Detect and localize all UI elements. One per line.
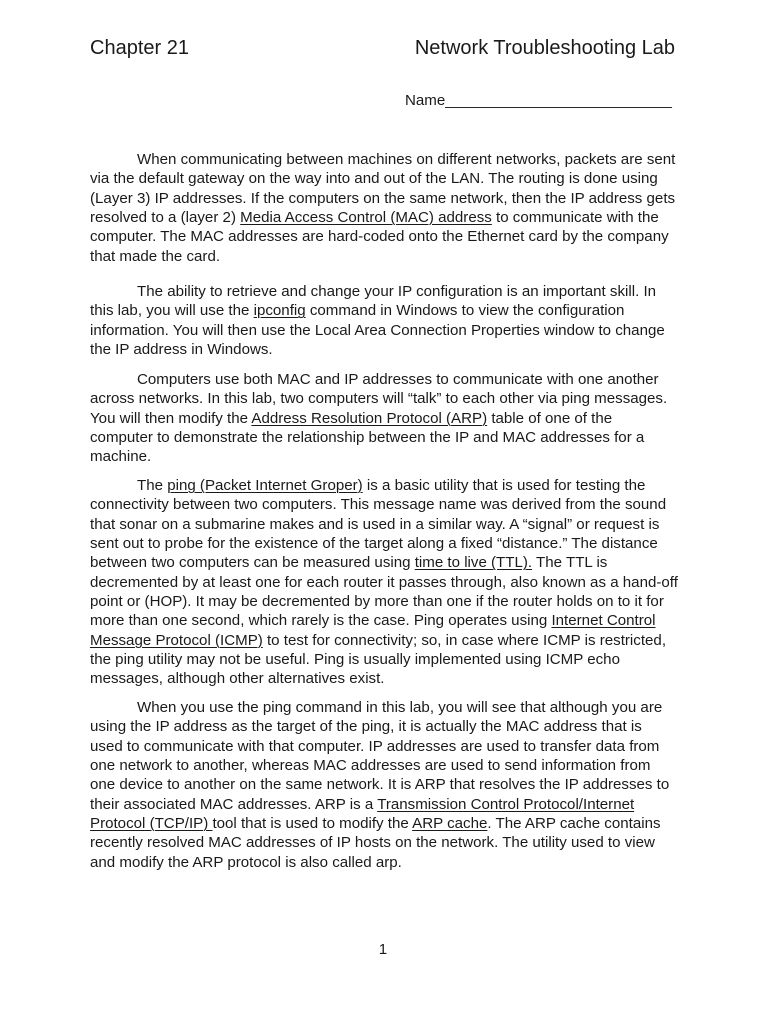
text-run: to communicate with the bbox=[491, 209, 659, 227]
paragraph-arp bbox=[90, 698, 690, 872]
text-line bbox=[90, 853, 690, 872]
text-run: via the default gateway on the way into and out of the LAN. The routing is done using bbox=[90, 170, 658, 188]
text-run: The bbox=[137, 477, 168, 494]
name-blank-line: ___________________________ bbox=[445, 92, 672, 109]
text-line bbox=[90, 592, 690, 611]
text-run: used to communicate with that computer. IP addresses are used to transfer data from bbox=[90, 737, 660, 755]
text-run: is a basic utility that is used for testing the bbox=[362, 477, 646, 494]
underlined-term: Message Protocol (ICMP) bbox=[90, 631, 263, 649]
chapter-heading: Chapter 21 bbox=[90, 37, 189, 59]
page-number: 1 bbox=[378, 941, 388, 958]
text-line bbox=[90, 814, 690, 833]
text-line bbox=[90, 301, 690, 320]
text-run: sent out to probe for the existence of the target along a fixed “distance.” The distance bbox=[90, 535, 658, 553]
text-line bbox=[90, 428, 690, 447]
text-run: When you use the ping command in this lab, you will see that although you are bbox=[137, 699, 663, 716]
text-run: decremented by at least one for each router it passes through, also known as a hand-off bbox=[90, 573, 678, 591]
text-run: command in Windows to view the configuration bbox=[305, 302, 625, 320]
text-run: (Layer 3) IP addresses. If the computers on the same network, then the IP address gets bbox=[90, 189, 676, 207]
text-run: that sonar on a submarine makes and is used in a similar way. A “signal” or request is bbox=[90, 515, 660, 533]
text-line bbox=[90, 717, 690, 736]
underlined-term: Address Resolution Protocol (ARP) bbox=[251, 409, 488, 427]
paragraph-default-gateway bbox=[90, 150, 690, 266]
text-run: that made the card. bbox=[90, 247, 221, 265]
underlined-term: Media Access Control (MAC) address bbox=[240, 209, 492, 227]
text-run: When communicating between machines on different networks, packets are sent bbox=[137, 151, 676, 168]
text-line bbox=[90, 208, 690, 227]
text-run: and modify the ARP protocol is also called arp. bbox=[90, 853, 402, 871]
text-line bbox=[90, 775, 690, 794]
text-run: one device to another on the same network. It is ARP that resolves the IP addresses to bbox=[90, 776, 670, 794]
text-line bbox=[90, 495, 690, 514]
paragraph-mac-and-ip bbox=[90, 370, 690, 467]
name-label: Name bbox=[405, 92, 446, 109]
text-run: point or (HOP). It may be decremented by more than one if the router holds on to it for bbox=[90, 593, 664, 611]
text-run: You will then modify the bbox=[90, 409, 252, 427]
text-run: more than one second, which rarely is the case. Ping operates using bbox=[90, 612, 552, 630]
text-run: using the IP address as the target of the ping, it is actually the MAC address that is bbox=[90, 718, 642, 736]
text-run: messages, although other alternatives exist. bbox=[90, 670, 385, 688]
text-run: one network to another, whereas MAC addresses are used to send information from bbox=[90, 757, 651, 775]
paragraph-ping bbox=[90, 476, 690, 689]
text-line bbox=[90, 169, 690, 188]
text-run: their associated MAC addresses. ARP is a bbox=[90, 795, 378, 813]
text-line bbox=[90, 756, 690, 775]
text-line bbox=[90, 321, 690, 340]
text-line bbox=[90, 476, 690, 495]
underlined-term: Transmission Control Protocol/Internet bbox=[377, 795, 635, 813]
underlined-term: ipconfig bbox=[253, 302, 306, 320]
underlined-term: ping (Packet Internet Groper) bbox=[167, 477, 363, 494]
text-line bbox=[90, 833, 690, 852]
text-line bbox=[90, 650, 690, 669]
text-line bbox=[90, 669, 690, 688]
underlined-term: Internet Control bbox=[551, 612, 656, 630]
text-run: machine. bbox=[90, 448, 152, 466]
text-run: the IP address in Windows. bbox=[90, 341, 273, 359]
lab-title: Network Troubleshooting Lab bbox=[414, 37, 675, 59]
text-run: information. You will then use the Local Area Connection Properties window to change bbox=[90, 321, 665, 339]
text-line bbox=[90, 698, 690, 717]
text-run: to test for connectivity; so, in case where ICMP is restricted, bbox=[262, 631, 667, 649]
text-line bbox=[90, 227, 690, 246]
text-run: . The ARP cache contains bbox=[487, 815, 661, 833]
text-line bbox=[90, 573, 690, 592]
text-run: computer. The MAC addresses are hard-coded onto the Ethernet card by the company bbox=[90, 228, 669, 246]
text-line bbox=[90, 189, 690, 208]
text-line bbox=[90, 534, 690, 553]
name-field bbox=[405, 91, 672, 111]
underlined-term: time to live (TTL). bbox=[414, 554, 533, 572]
text-line bbox=[90, 515, 690, 534]
text-line bbox=[90, 447, 690, 466]
underlined-term: Protocol (TCP/IP) bbox=[90, 815, 213, 833]
text-line bbox=[90, 150, 690, 169]
paragraph-ip-configuration bbox=[90, 282, 690, 359]
text-line bbox=[90, 389, 690, 408]
text-run: The TTL is bbox=[532, 554, 608, 572]
text-run: the ping utility may not be useful. Ping is usually implemented using ICMP echo bbox=[90, 651, 620, 669]
text-run: connectivity between two computers. This message name was derived from the sound bbox=[90, 496, 667, 514]
text-run: Computers use both MAC and IP addresses to communicate with one another bbox=[137, 371, 659, 388]
text-run: The ability to retrieve and change your IP configuration is an important skill. In bbox=[137, 283, 657, 300]
text-line bbox=[90, 340, 690, 359]
text-run: table of one of the bbox=[487, 409, 613, 427]
text-line bbox=[90, 611, 690, 630]
text-line bbox=[90, 247, 690, 266]
text-run: resolved to a (layer 2) bbox=[90, 209, 241, 227]
text-line bbox=[90, 282, 690, 301]
text-line bbox=[90, 409, 690, 428]
text-run: across networks. In this lab, two computers will “talk” to each other via ping messages. bbox=[90, 390, 668, 408]
text-run: between two computers can be measured using bbox=[90, 554, 415, 572]
underlined-term: ARP cache bbox=[412, 815, 488, 833]
text-run: tool that is used to modify the bbox=[212, 815, 413, 833]
text-run: this lab, you will use the bbox=[90, 302, 254, 320]
text-line bbox=[90, 737, 690, 756]
text-run: computer to demonstrate the relationship between the IP and MAC addresses for a bbox=[90, 429, 645, 447]
text-line bbox=[90, 553, 690, 572]
text-line bbox=[90, 631, 690, 650]
text-run: recently resolved MAC addresses of IP hosts on the network. The utility used to view bbox=[90, 834, 655, 852]
text-line bbox=[90, 795, 690, 814]
text-line bbox=[90, 370, 690, 389]
